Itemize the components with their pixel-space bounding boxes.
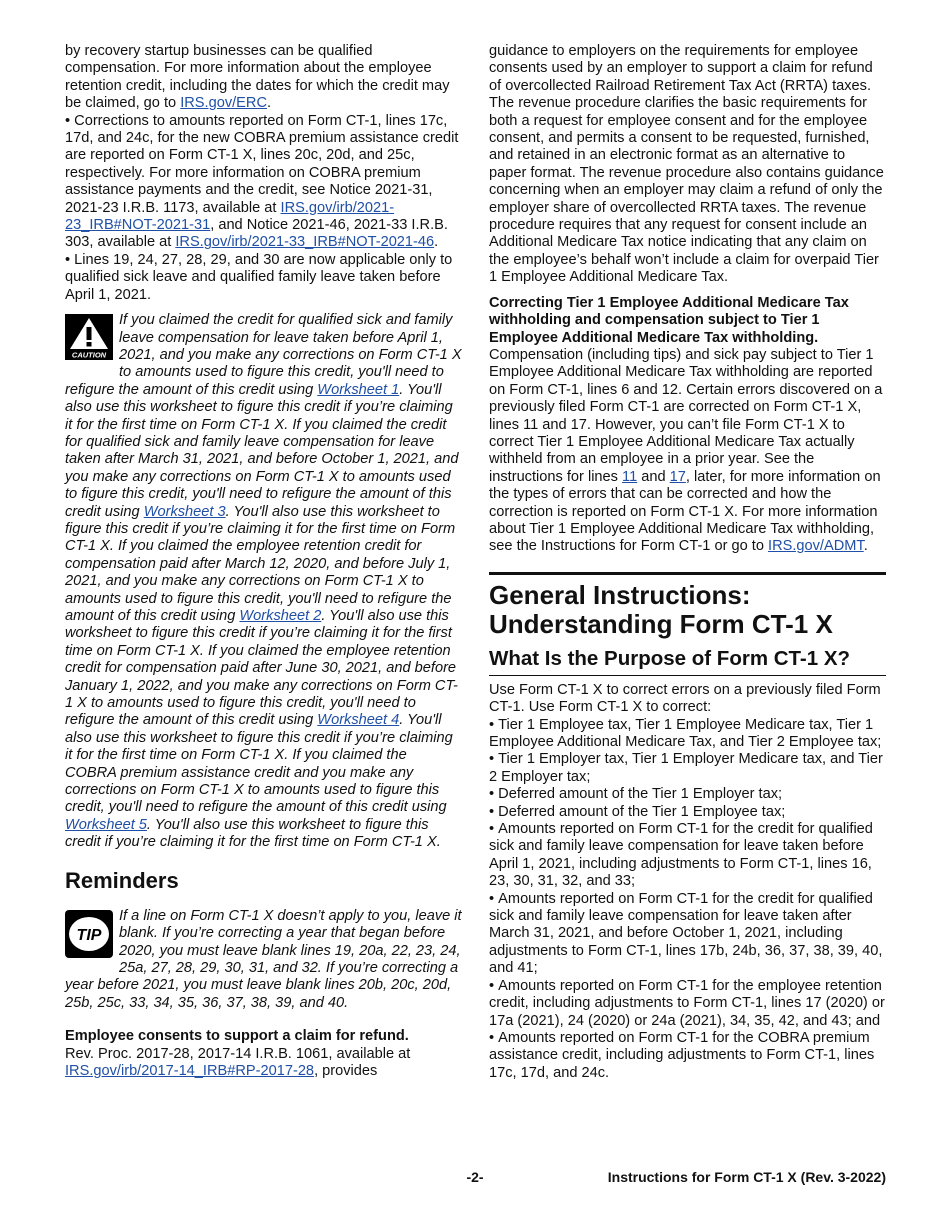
irs-erc-link[interactable]: IRS.gov/ERC (180, 95, 267, 112)
list-item: • Deferred amount of the Tier 1 Employer tax; (489, 786, 886, 803)
list-item: • Deferred amount of the Tier 1 Employee tax; (489, 804, 886, 821)
purpose-heading: What Is the Purpose of Form CT-1 X? (489, 647, 886, 676)
cobra-bullet: • Corrections to amounts reported on Form CT-1, lines 17c, 17d, and 24c, for the new COBRA premium assistance credit are reported on Form CT-1 X, lines 20c, 20d, and 25c, respectively. For more information on COBRA premium assistance payments and the credit, see Notice 2021-31, 2021-23 I.R.B. 1173, available at IRS.gov/irb/2021-23_IRB#NOT-2021-31, and Notice 2021-46, 2021-33 I.R.B. 303, available at IRS.gov/irb/2021-33_IRB#NOT-2021-46. (65, 113, 462, 252)
worksheet-2-link[interactable]: Worksheet 2 (239, 608, 322, 624)
list-item: • Amounts reported on Form CT-1 for the COBRA premium assistance credit, including adjustments to Form CT-1, lines 17c, 17d, and 24c. (489, 1030, 886, 1082)
worksheet-1-link[interactable]: Worksheet 1 (317, 381, 400, 398)
list-item: • Amounts reported on Form CT-1 for the credit for qualified sick and family leave compensation for leave taken before April 1, 2021, including adjustments to Form CT-1, lines 16, 23, 30, 31, 32, and 33; (489, 821, 886, 891)
tip-callout: TIP If a line on Form CT-1 X doesn’t apply to you, leave it blank. If you’re correcting a year that began before 2020, you must leave blank lines 19, 20a, 22, 23, 24, 25a, 27, 28, 29, 30, 31, and 32. If you’re correcting a year before 2021, you must leave blank lines 20b, 20c, 20d, 25b, 25c, 33, 34, 35, 36, 37, 38, 39, and 40. (65, 907, 462, 1011)
caution-icon (65, 314, 113, 365)
right-column (489, 43, 886, 1082)
worksheet-5-link[interactable]: Worksheet 5 (65, 816, 147, 833)
purpose-intro: Use Form CT-1 X to correct errors on a previously filed Form CT-1. Use Form CT-1 X to correct: (489, 681, 881, 716)
ercredit-paragraph: by recovery startup businesses can be qualified compensation. For more information about the employee retention credit, including the dates for which the credit may be claimed, go to IRS.gov/ERC. (65, 43, 450, 112)
svg-text:CAUTION: CAUTION (71, 350, 107, 360)
tier1-paragraph: Correcting Tier 1 Employee Additional Medicare Tax withholding and compensation subject to Tier 1 Employee Additional Medicare Tax withholding. Compensation (including tips) and sick pay subject to Tier 1 Employee Additional Medicare Tax withholding are reported on Form CT-1, lines 6 and 12. Certain errors discovered on a previously filed Form CT-1 are corrected on Form CT-1 X, lines 11 and 17. However, you can’t file Form CT-1 X to correct Tier 1 Employee Additional Medicare Tax actually withheld from an employee in a prior year. See the instructions for lines 11 and 17, later, for more information on the types of errors that can be corrected and how the correction is reported on Form CT-1 X. For more information about Tier 1 Employee Additional Medicare Tax withholding, see the Instructions for Form CT-1 or go to IRS.gov/ADMT. (489, 294, 883, 555)
irs-admt-link[interactable]: IRS.gov/ADMT (768, 538, 864, 555)
list-item: • Amounts reported on Form CT-1 for the credit for qualified sick and family leave compensation for leave taken after March 31, 2021, and before October 1, 2021, including adjustments to Form CT-1, lines 17b, 24b, 36, 37, 38, 39, 40, and 41; (489, 891, 886, 978)
caution-callout: CAUTION If you claimed the credit for qualified sick and family leave compensation for leave taken before April 1, 2021, and you make any corrections on Form CT-1 X to amounts used to figure this credit, you'll need to refigure the amount of this credit using Worksheet 1. You'll also use this worksheet to figure this credit if you’re claiming it for the first time on Form CT-1 X. If you claimed the credit for qualified sick and family leave compensation for leave taken after March 31, 2021, and before October 1, 2021, and you make any corrections on Form CT-1 X to amounts used to figure this credit, you'll need to refigure the amount of this credit using Worksheet 3. You'll also use this worksheet to figure this credit if you’re claiming it for the first time on Form CT-1 X. If you claimed the employee retention credit for compensation paid after March 12, 2020, and before July 1, 2021, and you make any corrections on Form CT-1 X to amounts used to figure this credit, you'll need to refigure the amount of this credit using Worksheet 2. You'll also use this worksheet to figure this credit if you’re claiming it for the first time on Form CT-1 X. If you claimed the employee retention credit for compensation paid after June 30, 2021, and before January 1, 2022, and you make any corrections on Form CT-1 X to amounts used to figure this credit, you'll need to refigure the amount of this credit using Worksheet 4. You'll also use this worksheet to figure this credit if you’re claiming it for the first time on Form CT-1 X. If you claimed the COBRA premium assistance credit and you make any corrections on Form CT-1 X to amounts used to figure this credit, you'll need to refigure the amount of this credit using Worksheet 5. You'll also use this worksheet to figure this credit if you’re claiming it for the first time on Form CT-1 X. (65, 312, 462, 851)
left-column (65, 43, 462, 1080)
notice-2021-31-link[interactable]: IRS.gov/irb/2021-23_IRB#NOT-2021-31 (65, 199, 395, 234)
line-11-link[interactable]: 11 (622, 468, 638, 485)
list-item: • Tier 1 Employee tax, Tier 1 Employee Medicare tax, Tier 1 Employee Additional Medicare Tax, and Tier 2 Employee tax; (489, 717, 886, 752)
reminders-heading: Reminders (65, 867, 179, 893)
page-number: -2- (466, 1169, 484, 1185)
list-item: • Amounts reported on Form CT-1 for the employee retention credit, including adjustments to Form CT-1, lines 17 (2020) or 17a (2021), 24 (2020) or 24a (2021), 34, 35, 42, and 43; and (489, 978, 886, 1030)
line-17-link[interactable]: 17 (669, 468, 686, 485)
rp-2017-28-link[interactable]: IRS.gov/irb/2017-14_IRB#RP-2017-28 (65, 1062, 315, 1079)
consents-continued-paragraph: guidance to employers on the requirements for employee consents used by an employer to support a claim for refund of overcollected Railroad Retirement Tax Act (RRTA) taxes. The revenue procedure clarifies the basic requirements for both a request for employee consent and for the employee consent, and permits a consent to be requested, furnished, and retained in an electronic format as an alternative to paper format. The revenue procedure also contains guidance concerning when an employer may claim a refund of only the employer share of overcollected RRTA taxes. The revenue procedure requires that any request for consent include an Additional Medicare Tax notice indicating that any claim on the employee’s behalf won’t include a claim for overpaid Tier 1 Employee Additional Medicare Tax. (489, 43, 884, 286)
notice-2021-46-link[interactable]: IRS.gov/irb/2021-33_IRB#NOT-2021-46 (175, 234, 435, 251)
tip-icon (65, 910, 113, 963)
employee-consents-paragraph: Employee consents to support a claim for refund. Rev. Proc. 2017-28, 2017-14 I.R.B. 1061, available at IRS.gov/irb/2017-14_IRB#RP-2017-28, provides (65, 1028, 411, 1079)
document-title: Instructions for Form CT-1 X (Rev. 3-2022) (607, 1169, 886, 1185)
worksheet-4-link[interactable]: Worksheet 4 (317, 712, 400, 729)
general-instructions-heading: General Instructions: Understanding Form CT-1 X (489, 572, 886, 639)
svg-text:TIP: TIP (76, 926, 102, 944)
lines-applicable-bullet: • Lines 19, 24, 27, 28, 29, and 30 are now applicable only to qualified sick leave and qualified family leave taken before April 1, 2021. (65, 252, 462, 304)
list-item: • Tier 1 Employer tax, Tier 1 Employer Medicare tax, and Tier 2 Employer tax; (489, 751, 886, 786)
worksheet-3-link[interactable]: Worksheet 3 (143, 503, 226, 520)
